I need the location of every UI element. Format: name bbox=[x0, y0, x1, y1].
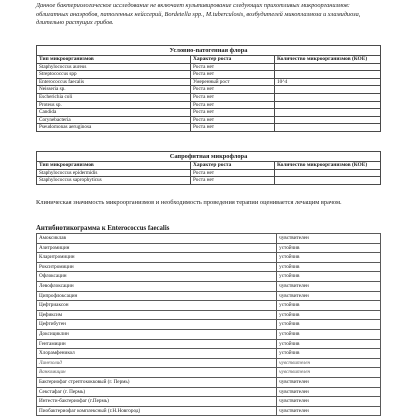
col-header-type: Тип микроорганизмов bbox=[37, 162, 191, 170]
table-row bbox=[37, 368, 381, 378]
table-row bbox=[37, 339, 381, 349]
table-row bbox=[37, 101, 381, 109]
count-value bbox=[275, 63, 381, 71]
organism-name: Candida bbox=[37, 109, 191, 117]
organism-name: Neisseria sp. bbox=[37, 86, 191, 94]
antibiotic-name: Офлоксацин bbox=[37, 272, 277, 282]
table-row bbox=[37, 234, 381, 244]
growth-value: Роста нет bbox=[191, 93, 275, 101]
antibiotic-name: Левофлоксацин bbox=[37, 281, 277, 291]
sensitivity-value: устойчив bbox=[277, 320, 381, 330]
growth-value: Роста нет bbox=[191, 71, 275, 79]
antibiotic-name: Кларитромицин bbox=[37, 253, 277, 263]
sensitivity-value: устойчив bbox=[277, 272, 381, 282]
growth-value: Роста нет bbox=[191, 109, 275, 117]
sensitivity-value: чувствителен bbox=[277, 368, 381, 378]
col-header-count: Количество микроорганизмов (КОЕ) bbox=[275, 56, 381, 64]
col-header-growth: Характер роста bbox=[191, 162, 275, 170]
count-value bbox=[275, 177, 381, 185]
table-row bbox=[37, 406, 381, 416]
table-row bbox=[37, 116, 381, 124]
count-value bbox=[275, 169, 381, 177]
sensitivity-value: чувствителен bbox=[277, 406, 381, 416]
sensitivity-value: устойчив bbox=[277, 253, 381, 263]
col-header-growth: Характер роста bbox=[191, 56, 275, 64]
table-row bbox=[37, 253, 381, 263]
table-row bbox=[37, 78, 381, 86]
antibiotic-name: Гентамицин bbox=[37, 339, 277, 349]
table-row bbox=[37, 124, 381, 132]
col-header-count: Количество микроорганизмов (КОЕ) bbox=[275, 162, 381, 170]
antibiotic-name: Доксициклин bbox=[37, 329, 277, 339]
antibiotic-name: Линезолид bbox=[37, 358, 277, 368]
clinical-note: Клиническая значимость микроорганизмов и необходимость проведения терапии оценивается лечащим врачом. bbox=[36, 199, 342, 206]
sensitivity-value: чувствителен bbox=[277, 377, 381, 387]
count-value bbox=[275, 71, 381, 79]
antibiotic-name: Ципрофлоксацин bbox=[37, 291, 277, 301]
table-row bbox=[37, 387, 381, 397]
count-value bbox=[275, 124, 381, 132]
antibiotic-name: Секстафаг (г. Пермь) bbox=[37, 387, 277, 397]
count-value bbox=[275, 101, 381, 109]
organism-name: Staphylococcus aureus bbox=[37, 63, 191, 71]
growth-value: Роста нет bbox=[191, 116, 275, 124]
antibiotic-name: Цефиксим bbox=[37, 310, 277, 320]
conditional-flora-table bbox=[36, 45, 381, 132]
sensitivity-value: устойчив bbox=[277, 301, 381, 311]
table-row bbox=[37, 86, 381, 94]
sensitivity-value: устойчив bbox=[277, 349, 381, 359]
table-row bbox=[37, 243, 381, 253]
antibiogram-table bbox=[36, 233, 381, 416]
table-row bbox=[37, 397, 381, 407]
count-value bbox=[275, 109, 381, 117]
table-row bbox=[37, 272, 381, 282]
sensitivity-value: чувствителен bbox=[277, 281, 381, 291]
sensitivity-value: устойчив bbox=[277, 262, 381, 272]
antibiotic-name: Амоксиклав bbox=[37, 234, 277, 244]
sensitivity-value: чувствителен bbox=[277, 358, 381, 368]
count-value: 10^4 bbox=[275, 78, 381, 86]
organism-name: Enterococcus faecalis bbox=[37, 78, 191, 86]
organism-name: Staphylococcus epidermidis bbox=[37, 169, 191, 177]
growth-value: Умеренный рост bbox=[191, 78, 275, 86]
organism-name: Corynebacteria bbox=[37, 116, 191, 124]
antibiotic-name: Цефтибутен bbox=[37, 320, 277, 330]
growth-value: Роста нет bbox=[191, 177, 275, 185]
antibiotic-name: Рокситромицин bbox=[37, 262, 277, 272]
disclaimer-text: Данное бактериологическое исследование не включает культивирование следующих прихотливых микроорганизмов: облигатных анаэробов, патогенных нейссерий, Bordetella spp., M.tuberculosis, возбудителей микоплазмоза и хламидиоза, длительно растущих грибов. bbox=[36, 2, 361, 27]
table-row bbox=[37, 262, 381, 272]
col-header-type: Тип микроорганизмов bbox=[37, 56, 191, 64]
antibiotic-name: Хлорамфеникол bbox=[37, 349, 277, 359]
organism-name: Staphylococcus saprophyticus bbox=[37, 177, 191, 185]
table-row bbox=[37, 349, 381, 359]
growth-value: Роста нет bbox=[191, 101, 275, 109]
table-row bbox=[37, 377, 381, 387]
sensitivity-value: устойчив bbox=[277, 329, 381, 339]
growth-value: Роста нет bbox=[191, 63, 275, 71]
table-row bbox=[37, 169, 381, 177]
table-row bbox=[37, 291, 381, 301]
saprophytic-flora-title: Сапрофитная микрофлора bbox=[37, 152, 381, 162]
table-row bbox=[37, 358, 381, 368]
antibiotic-name: Интести-бактериофаг (г.Пермь) bbox=[37, 397, 277, 407]
antibiotic-name: Бактериофаг стрептококковый (г. Пермь) bbox=[37, 377, 277, 387]
table-row bbox=[37, 281, 381, 291]
table-row bbox=[37, 93, 381, 101]
sensitivity-value: чувствителен bbox=[277, 387, 381, 397]
conditional-flora-title: Условно-патогенная флора bbox=[37, 46, 381, 56]
growth-value: Роста нет bbox=[191, 169, 275, 177]
table-row bbox=[37, 177, 381, 185]
antibiotic-name: Ванкомицин bbox=[37, 368, 277, 378]
organism-name: Escherichia coli bbox=[37, 93, 191, 101]
count-value bbox=[275, 93, 381, 101]
sensitivity-value: устойчив bbox=[277, 243, 381, 253]
table-row bbox=[37, 329, 381, 339]
sensitivity-value: чувствителен bbox=[277, 291, 381, 301]
sensitivity-value: устойчив bbox=[277, 339, 381, 349]
organism-name: Pseudomonas aeruginosa bbox=[37, 124, 191, 132]
growth-value: Роста нет bbox=[191, 124, 275, 132]
table-row bbox=[37, 63, 381, 71]
table-row bbox=[37, 310, 381, 320]
antibiotic-name: Пиобактериофаг комплексный (г.Н.Новгород) bbox=[37, 406, 277, 416]
count-value bbox=[275, 116, 381, 124]
table-row bbox=[37, 109, 381, 117]
saprophytic-flora-table bbox=[36, 151, 381, 185]
table-row bbox=[37, 320, 381, 330]
sensitivity-value: устойчив bbox=[277, 310, 381, 320]
sensitivity-value: чувствителен bbox=[277, 397, 381, 407]
table-row bbox=[37, 301, 381, 311]
antibiotic-name: Цефтриаксон bbox=[37, 301, 277, 311]
organism-name: Streptococcus spp bbox=[37, 71, 191, 79]
antibiotic-name: Азитромицин bbox=[37, 243, 277, 253]
count-value bbox=[275, 86, 381, 94]
organism-name: Proteus sp. bbox=[37, 101, 191, 109]
table-row bbox=[37, 71, 381, 79]
antibiogram-title: Антибиотикограмма к Enterococcus faecalis bbox=[36, 225, 170, 232]
sensitivity-value: чувствителен bbox=[277, 234, 381, 244]
growth-value: Роста нет bbox=[191, 86, 275, 94]
